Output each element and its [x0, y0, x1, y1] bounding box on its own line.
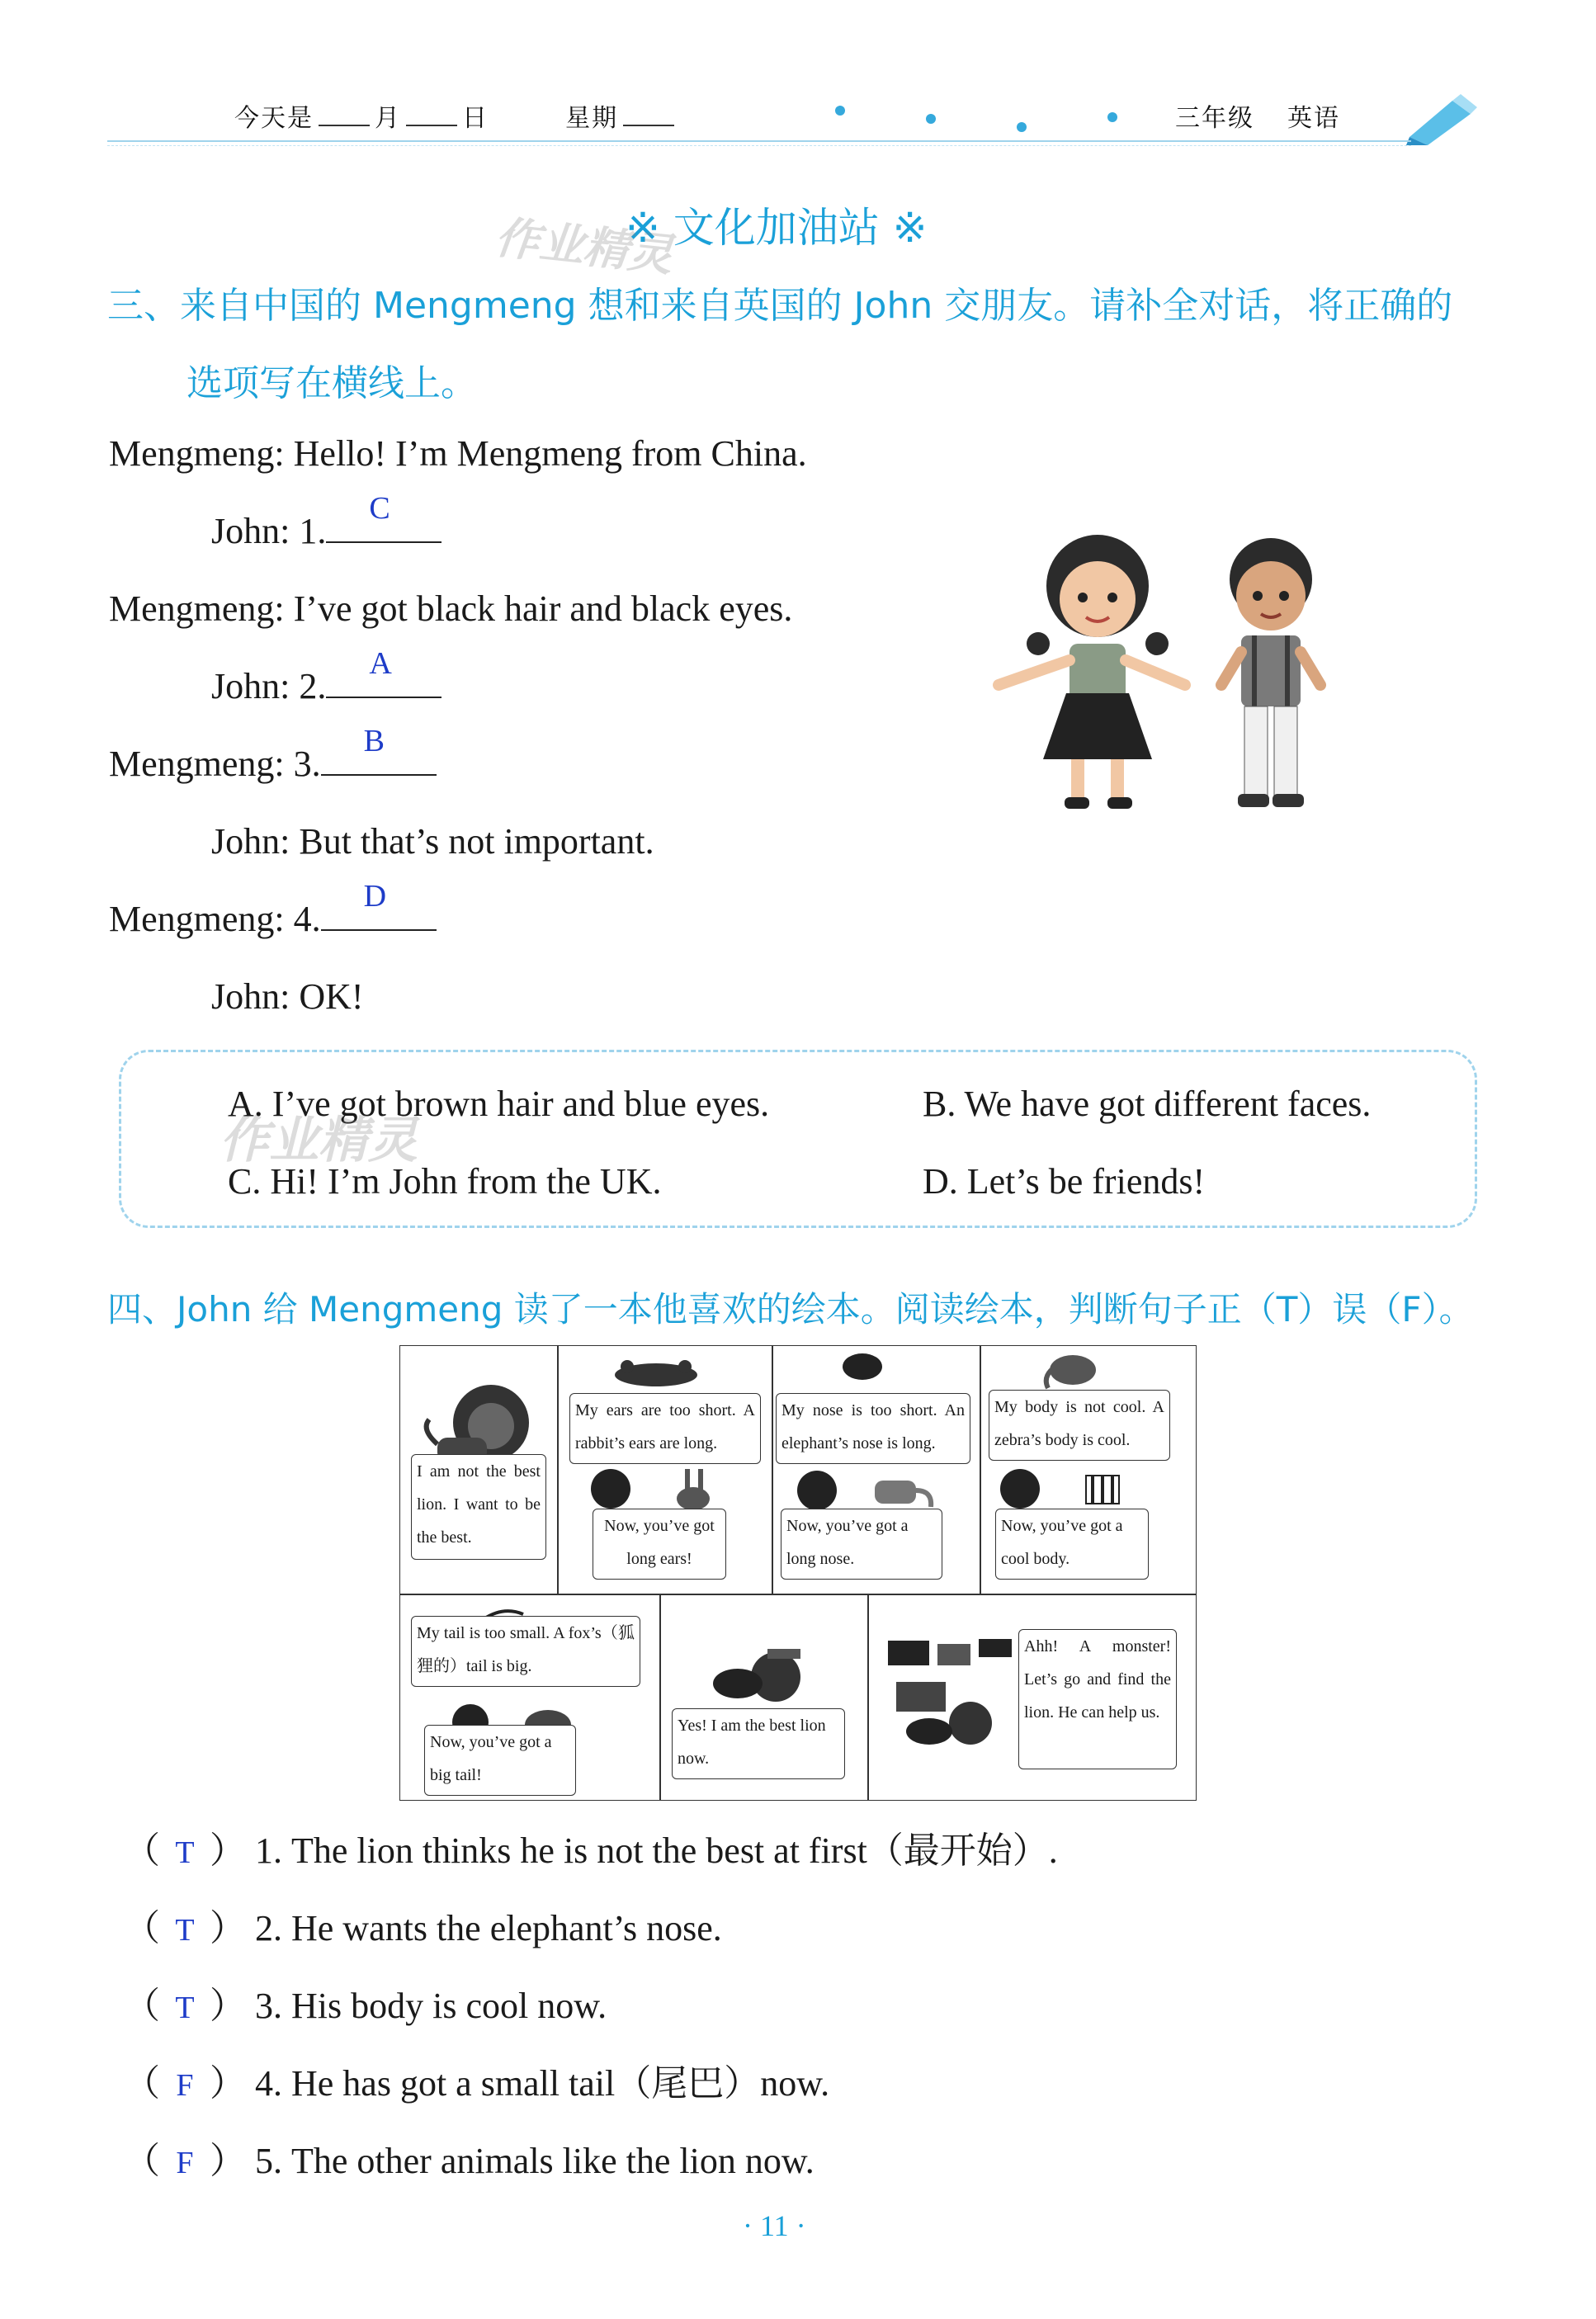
tf-answer[interactable]: T: [175, 1913, 195, 1948]
page-number: · 11 ·: [743, 2209, 806, 2242]
section-title: ※ 文化加油站 ※: [626, 204, 928, 252]
lion-head-picture: [602, 1353, 710, 1386]
dialogue-line: Mengmeng: I’ve got black hair and black eyes.: [109, 588, 793, 629]
answer-text: C: [369, 491, 390, 526]
children-illustration: [990, 520, 1353, 825]
tf-answer[interactable]: F: [176, 2146, 194, 2180]
dialogue-line: Mengmeng: Hello! I’m Mengmeng from China.: [109, 433, 807, 474]
header-rule: [107, 140, 1411, 142]
option-a: A. I’ve got brown hair and blue eyes.: [228, 1084, 770, 1124]
dialogue-line: John: OK!: [211, 976, 364, 1017]
speech-bubble: Now, you’ve got long ears!: [593, 1509, 726, 1580]
answer-blank[interactable]: [321, 879, 437, 931]
header-grade: 三年级 英语: [1175, 104, 1340, 133]
tf-item: （ T ） 3. His body is cool now.: [124, 1986, 607, 2026]
option-b: B. We have got different faces.: [923, 1084, 1372, 1124]
pen-icon: [1403, 89, 1477, 147]
elephant-picture: [1040, 1350, 1106, 1390]
dialogue-line: Mengmeng: 4. D: [109, 898, 437, 940]
q3-instruction-cont: 选项写在横线上。: [187, 362, 477, 404]
dialogue-line: John: 1. C: [211, 510, 441, 552]
speech-bubble: Ahh! A monster! Let’s go and find the lion. He can help us.: [1018, 1629, 1177, 1769]
tf-item: （ F ） 5. The other animals like the lion now.: [124, 2141, 815, 2181]
lion-zebra-picture: [987, 1464, 1169, 1514]
speech-bubble: Now, you’ve got a long nose.: [781, 1509, 942, 1580]
option-d: D. Let’s be friends!: [923, 1161, 1206, 1202]
tf-answer[interactable]: T: [175, 1835, 195, 1870]
answer-text: B: [363, 724, 385, 758]
header-rule: [107, 145, 1411, 146]
option-c: C. Hi! I’m John from the UK.: [228, 1161, 662, 1202]
answer-blank[interactable]: [321, 724, 437, 776]
speech-bubble: My body is not cool. A zebra’s body is cool.: [989, 1390, 1170, 1461]
answer-text: D: [363, 879, 387, 914]
watermark: 作业精灵: [220, 1112, 418, 1169]
tf-item: （ F ） 4. He has got a small tail（尾巴）now.: [124, 2063, 830, 2104]
dialogue-line: Mengmeng: 3. B: [109, 743, 437, 785]
speech-bubble: My ears are too short. A rabbit’s ears are long.: [569, 1393, 761, 1464]
answer-blank[interactable]: [326, 646, 441, 698]
header-dot: [1107, 112, 1117, 122]
speech-bubble: Now, you’ve got a big tail!: [424, 1725, 576, 1796]
header-date: 今天是 月 日 星期: [234, 97, 679, 134]
tf-item: （ T ） 1. The lion thinks he is not the best at first（最开始）.: [124, 1830, 1058, 1871]
answer-blank[interactable]: [326, 491, 441, 543]
dialogue-line: John: 2. A: [211, 665, 441, 707]
speech-bubble: My nose is too short. An elephant’s nose is long.: [776, 1393, 970, 1464]
watermark: 作业精灵: [492, 210, 676, 282]
tf-item: （ T ） 2. He wants the elephant’s nose.: [124, 1908, 722, 1948]
tf-answer[interactable]: T: [175, 1991, 195, 2025]
q4-instruction: 四、John 给 Mengmeng 读了一本他喜欢的绘本。阅读绘本，判断句子正（T）误（F）。: [107, 1289, 1474, 1330]
speech-bubble: Now, you’ve got a cool body.: [995, 1509, 1149, 1580]
speech-bubble: My tail is too small. A fox’s（狐狸的）tail is big.: [411, 1616, 640, 1687]
speech-bubble: I am not the best lion. I want to be the best.: [411, 1454, 546, 1560]
header-dot: [835, 106, 845, 116]
lion-head-picture: [833, 1350, 891, 1383]
answer-text: A: [369, 646, 392, 681]
tf-answer[interactable]: F: [176, 2068, 194, 2103]
q3-instruction: 三、来自中国的 Mengmeng 想和来自英国的 John 交朋友。请补全对话，将正确的: [107, 285, 1453, 327]
lion-elephant-picture: [784, 1466, 966, 1515]
speech-bubble: Yes! I am the best lion now.: [672, 1708, 845, 1779]
header-dot: [1017, 122, 1027, 132]
dialogue-line: John: But that’s not important.: [211, 821, 654, 862]
lion-rabbit-picture: [578, 1464, 759, 1514]
monster-lion-picture: [701, 1637, 825, 1712]
scared-animals-picture: [880, 1632, 1020, 1756]
header-dot: [926, 114, 936, 124]
